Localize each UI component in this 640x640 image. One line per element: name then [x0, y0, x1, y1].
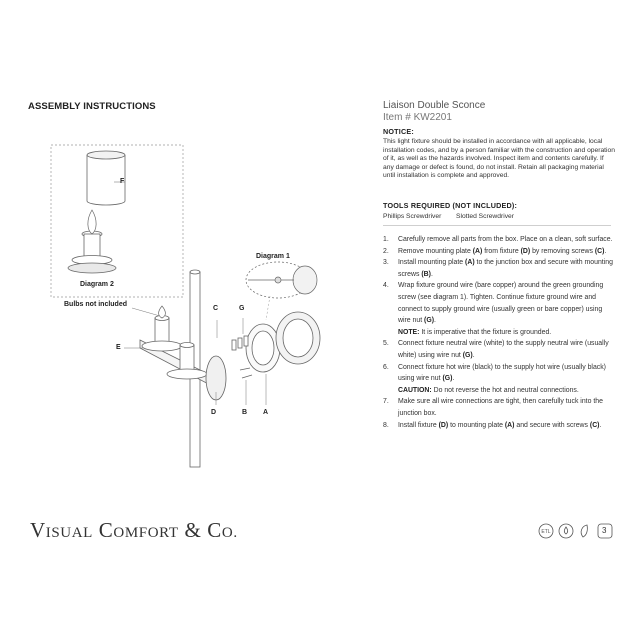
brand-part: ISUAL: [45, 525, 93, 541]
brand-part: O.: [221, 525, 238, 541]
step-text: and secure with screws: [514, 421, 590, 429]
product-item-number: Item # KW2201: [383, 112, 452, 123]
label-bulbs: Bulbs not included: [64, 301, 127, 308]
badge-count: 3: [602, 526, 607, 535]
brand-part: &: [184, 518, 202, 542]
step-number: 7.: [383, 398, 389, 406]
part-ref: (A): [472, 247, 483, 255]
diagram1-inset: [246, 262, 317, 298]
step-text: Carefully remove all parts from the box. Place on a clean, soft surface.: [398, 236, 613, 243]
step-number: 6.: [383, 363, 389, 371]
certification-badges: [538, 522, 618, 542]
flame-icon: [88, 210, 96, 234]
step-text: to the junction box and secure with mounting screws: [398, 259, 613, 278]
part-ref: (D): [438, 421, 449, 429]
diagram2-frame: [51, 145, 183, 297]
step-text: to mounting plate: [448, 421, 505, 429]
step-3: [383, 257, 615, 280]
etl-listed-icon: [539, 524, 553, 538]
step-number: 8.: [383, 421, 389, 429]
step-text: .: [599, 421, 602, 429]
steps-list: [383, 234, 615, 431]
leaf-icon: [581, 525, 587, 537]
step-number: 5.: [383, 340, 389, 348]
part-ref: (A): [504, 421, 515, 429]
step-text: .: [472, 351, 475, 359]
note-text: It is imperative that the fixture is grounded.: [419, 328, 552, 336]
step-7: [383, 396, 615, 419]
caution-wiring: [383, 385, 615, 397]
step-8: [383, 420, 615, 432]
step-text: Connect fixture hot wire (black) to the supply hot wire (usually black) using wire nut: [398, 363, 606, 383]
part-ref: (C): [589, 421, 600, 429]
part-ref: (C): [594, 247, 605, 255]
divider: [383, 225, 611, 226]
tool-slotted: Slotted Screwdriver: [456, 213, 514, 220]
step-number: 2.: [383, 247, 389, 255]
notice-title: NOTICE:: [383, 127, 414, 136]
step-text: .: [452, 375, 455, 383]
step-text: Install fixture: [398, 421, 439, 429]
step-text: Connect fixture neutral wire (white) to the supply neutral wire (usually white) using wire nut: [398, 340, 609, 359]
step-number: 4.: [383, 282, 389, 290]
part-ref: (B): [421, 270, 431, 278]
brand-part: C: [98, 518, 114, 542]
label-d: D: [211, 409, 217, 416]
label-c: C: [213, 305, 219, 312]
brand-part: OMFORT: [113, 525, 179, 541]
tools-title: TOOLS REQUIRED (NOT INCLUDED):: [383, 201, 518, 210]
part-ref: (G): [424, 317, 434, 325]
bulb-icon: [159, 306, 166, 318]
step-text: Remove mounting plate: [398, 247, 473, 255]
step-text: .: [604, 247, 607, 255]
step-2: [383, 246, 615, 258]
assembly-heading: ASSEMBLY INSTRUCTIONS: [28, 101, 156, 112]
step-text: .: [430, 270, 433, 278]
note-label: NOTE:: [398, 328, 420, 336]
step-text: Install mounting plate: [398, 259, 466, 267]
caution-text: Do not reverse the hot and neutral connections.: [431, 386, 579, 394]
product-name: Liaison Double Sconce: [383, 100, 486, 111]
label-f: F: [120, 178, 125, 185]
step-text: by removing screws: [530, 247, 595, 255]
label-e: E: [116, 344, 121, 351]
brand-part: C: [207, 518, 222, 542]
label-a: A: [263, 409, 269, 416]
step-text: from fixture: [482, 247, 521, 255]
svg-text:ETL: ETL: [541, 529, 551, 535]
step-number: 1.: [383, 236, 389, 243]
step-text: Make sure all wire connections are tight, then carefully tuck into the junction box.: [398, 398, 603, 417]
step-4: [383, 280, 615, 326]
tool-phillips: Phillips Screwdriver: [383, 213, 442, 220]
sconce-fixture: [140, 270, 320, 467]
brand-logo: [30, 518, 238, 543]
tools-list: [383, 213, 615, 220]
note-grounding: [383, 327, 615, 339]
step-1: [383, 234, 615, 246]
step-6: [383, 362, 615, 385]
label-b: B: [242, 409, 248, 416]
step-text: Wrap fixture ground wire (bare copper) around the green grounding screw (see diagram 1). Tighten. Continue fixture ground wire and connect to supply ground wire (usually green or bare copper) using wire nut: [398, 282, 604, 325]
step-text: .: [434, 317, 436, 325]
brand-part: V: [30, 518, 46, 542]
label-diagram1: Diagram 1: [256, 253, 290, 260]
step-number: 3.: [383, 259, 389, 267]
part-ref: (G): [442, 375, 453, 383]
label-diagram2: Diagram 2: [80, 281, 114, 288]
part-ref: (D): [520, 247, 531, 255]
assembly-illustration: [20, 130, 370, 470]
label-g: G: [239, 305, 245, 312]
part-ref: (G): [462, 351, 473, 359]
step-5: [383, 338, 615, 361]
assembly-diagram: [20, 130, 370, 470]
caution-label: CAUTION:: [398, 386, 432, 394]
damp-rated-icon: [559, 524, 573, 538]
notice-body: This light fixture should be installed in accordance with all applicable, local installation codes, and by a person familiar with the construction and operation of it, as well as the hazards involved. Inspect item and contents carefully. If any damage or defect is found, do not install. Retain all packaging material until installation is complete and approved.: [383, 138, 615, 180]
part-ref: (A): [465, 259, 475, 267]
